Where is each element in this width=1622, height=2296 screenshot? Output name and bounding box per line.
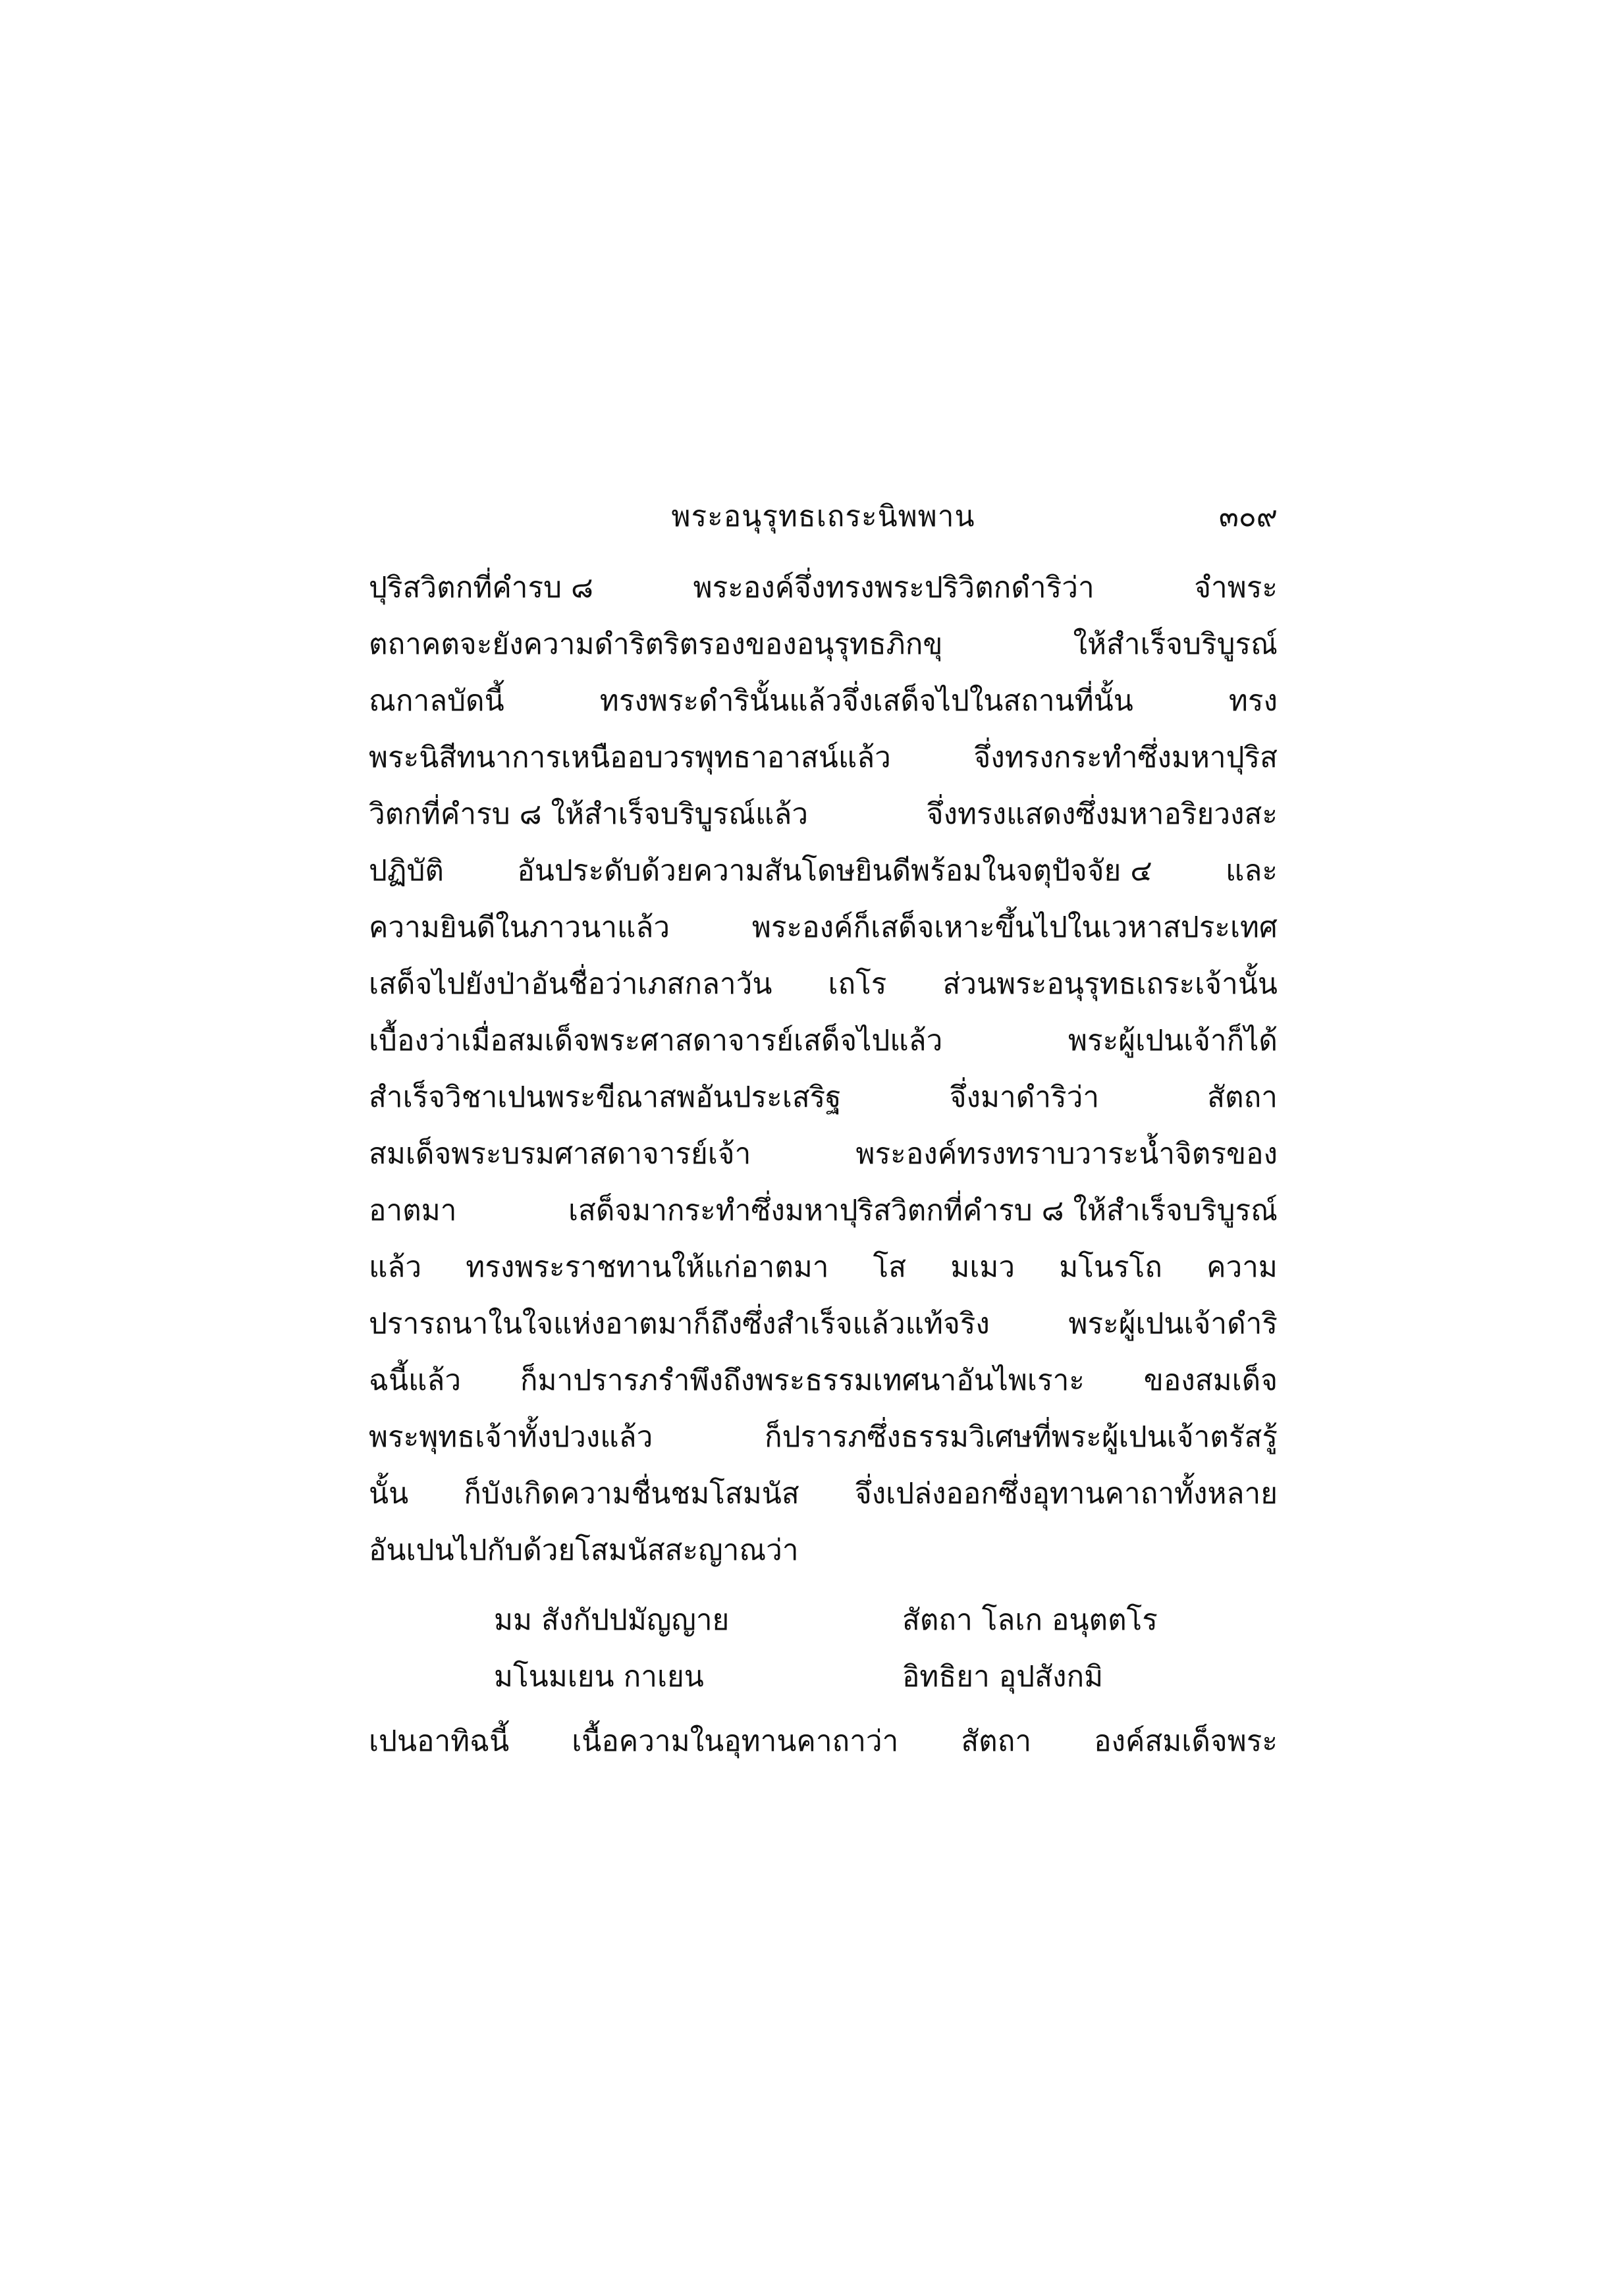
text-line bbox=[369, 560, 1278, 616]
text-segment: ก็ปรารภซึ่งธรรมวิเศษที่พระผู้เปนเจ้าตรัสรู้ bbox=[764, 1420, 1278, 1454]
text-segment: แล้ว bbox=[369, 1250, 422, 1284]
text-line bbox=[369, 1466, 1278, 1522]
closing-line bbox=[369, 1713, 1278, 1770]
text-segment: เปนอาทิฉนี้ bbox=[369, 1724, 510, 1758]
text-segment: พระองค์จึ่งทรงพระปริวิตกดำริว่า bbox=[693, 571, 1095, 604]
text-segment: ก็บังเกิดความชื่นชมโสมนัส bbox=[464, 1477, 799, 1510]
text-segment: เนื้อความในอุทานคาถาว่า bbox=[572, 1724, 899, 1758]
text-line bbox=[369, 1239, 1278, 1296]
text-segment: ปฏิบัติ bbox=[369, 854, 444, 888]
text-segment: ฉนี้แล้ว bbox=[369, 1364, 462, 1397]
text-line bbox=[369, 1069, 1278, 1126]
verse-right: อิทธิยา อุปสังกมิ bbox=[902, 1660, 1104, 1694]
text-segment: ณกาลบัดนี้ bbox=[369, 684, 504, 718]
text-segment: สัตถา bbox=[1207, 1081, 1278, 1114]
text-segment: พระองค์ก็เสด็จเหาะขึ้นไปในเวหาสประเทศ bbox=[751, 911, 1278, 944]
text-line bbox=[369, 786, 1278, 843]
text-segment: อันเปนไปกับด้วยโสมนัสสะญาณว่า bbox=[369, 1534, 799, 1567]
text-segment: เบื้องว่าเมื่อสมเด็จพระศาสดาจารย์เสด็จไปแล้ว bbox=[369, 1024, 943, 1057]
page-header bbox=[369, 491, 1278, 543]
text-segment: โส bbox=[873, 1250, 907, 1284]
text-segment: ทรงพระราชทานให้แก่อาตมา bbox=[466, 1250, 829, 1284]
text-line bbox=[369, 1522, 1278, 1579]
text-line bbox=[369, 843, 1278, 899]
body-text bbox=[369, 560, 1278, 1758]
text-segment: มเมว bbox=[950, 1250, 1015, 1284]
verse-left: มม สังกัปปมัญญาย bbox=[494, 1603, 730, 1637]
verse-line bbox=[494, 1649, 1278, 1705]
text-segment: ปรารถนาในใจแห่งอาตมาก็ถึงซึ่งสำเร็จแล้วแท้จริง bbox=[369, 1307, 990, 1341]
text-segment: ให้สำเร็จบริบูรณ์ bbox=[1073, 627, 1278, 661]
text-segment: อันประดับด้วยความสันโดษยินดีพร้อมในจตุปัจจัย ๔ bbox=[517, 854, 1152, 888]
text-segment: พระผู้เปนเจ้าก็ได้ bbox=[1068, 1024, 1278, 1057]
text-line bbox=[369, 673, 1278, 730]
text-line bbox=[369, 730, 1278, 786]
text-segment: จึ่งเปล่งออกซึ่งอุทานคาถาทั้งหลาย bbox=[854, 1477, 1278, 1510]
text-segment: ตถาคตจะยังความดำริตริตรองของอนุรุทธภิกขุ bbox=[369, 627, 943, 661]
text-segment: ปุริสวิตกที่คำรบ ๘ bbox=[369, 571, 593, 604]
verse-left: มโนมเยน กาเยน bbox=[494, 1660, 704, 1694]
verse-right: สัตถา โลเก อนุตตโร bbox=[902, 1603, 1158, 1637]
text-segment: ความยินดีในภาวนาแล้ว bbox=[369, 911, 670, 944]
text-line bbox=[369, 616, 1278, 673]
text-segment: อาตมา bbox=[369, 1194, 457, 1227]
text-segment: พระผู้เปนเจ้าดำริ bbox=[1068, 1307, 1278, 1341]
running-title: พระอนุรุทธเถระนิพพาน bbox=[671, 500, 975, 533]
text-segment: นั้น bbox=[369, 1477, 409, 1510]
text-segment: พระนิสีทนาการเหนืออบวรพุทธาอาสน์แล้ว bbox=[369, 741, 891, 774]
text-segment: พระพุทธเจ้าทั้งปวงแล้ว bbox=[369, 1420, 653, 1454]
text-line bbox=[369, 1409, 1278, 1466]
text-segment: สัตถา bbox=[961, 1724, 1032, 1758]
text-line bbox=[369, 1183, 1278, 1239]
text-segment: ทรง bbox=[1228, 684, 1278, 718]
text-line bbox=[369, 1126, 1278, 1183]
text-segment: จึ่งมาดำริว่า bbox=[949, 1081, 1100, 1114]
text-segment: เสด็จมากระทำซึ่งมหาปุริสวิตกที่คำรบ ๘ ให้สำเร็จบริบูรณ์ bbox=[568, 1194, 1278, 1227]
text-segment: ทรงพระดำรินั้นแล้วจึ่งเสด็จไปในสถานที่นั้น bbox=[599, 684, 1133, 718]
text-line bbox=[369, 1352, 1278, 1409]
text-segment: ส่วนพระอนุรุทธเถระเจ้านั้น bbox=[942, 967, 1278, 1001]
text-segment: ก็มาปรารภรำพึงถึงพระธรรมเทศนาอันไพเราะ bbox=[520, 1364, 1085, 1397]
text-line bbox=[369, 1296, 1278, 1352]
text-segment: พระองค์ทรงทราบวาระน้ำจิตรของ bbox=[855, 1137, 1278, 1171]
text-line bbox=[369, 899, 1278, 956]
page-number: ๓๐๙ bbox=[1218, 500, 1278, 533]
text-segment: ความ bbox=[1206, 1250, 1278, 1284]
text-segment: และ bbox=[1226, 854, 1278, 888]
verse-line bbox=[494, 1592, 1278, 1649]
text-segment: เสด็จไปยังป่าอันชื่อว่าเภสกลาวัน bbox=[369, 967, 772, 1001]
text-segment: องค์สมเด็จพระ bbox=[1094, 1724, 1278, 1758]
text-segment: จึ่งทรงกระทำซึ่งมหาปุริส bbox=[973, 741, 1278, 774]
text-segment: วิตกที่คำรบ ๘ ให้สำเร็จบริบูรณ์แล้ว bbox=[369, 797, 809, 831]
text-line bbox=[369, 956, 1278, 1013]
text-segment: จำพระ bbox=[1194, 571, 1278, 604]
text-segment: ของสมเด็จ bbox=[1143, 1364, 1278, 1397]
text-line bbox=[369, 1013, 1278, 1069]
text-segment: จึ่งทรงแสดงซึ่งมหาอริยวงสะ bbox=[926, 797, 1278, 831]
text-segment: สำเร็จวิชาเปนพระขีณาสพอันประเสริฐ bbox=[369, 1081, 842, 1114]
text-segment: สมเด็จพระบรมศาสดาจารย์เจ้า bbox=[369, 1137, 751, 1171]
text-segment: มโนรโถ bbox=[1059, 1250, 1162, 1284]
text-segment: เถโร bbox=[828, 967, 887, 1001]
